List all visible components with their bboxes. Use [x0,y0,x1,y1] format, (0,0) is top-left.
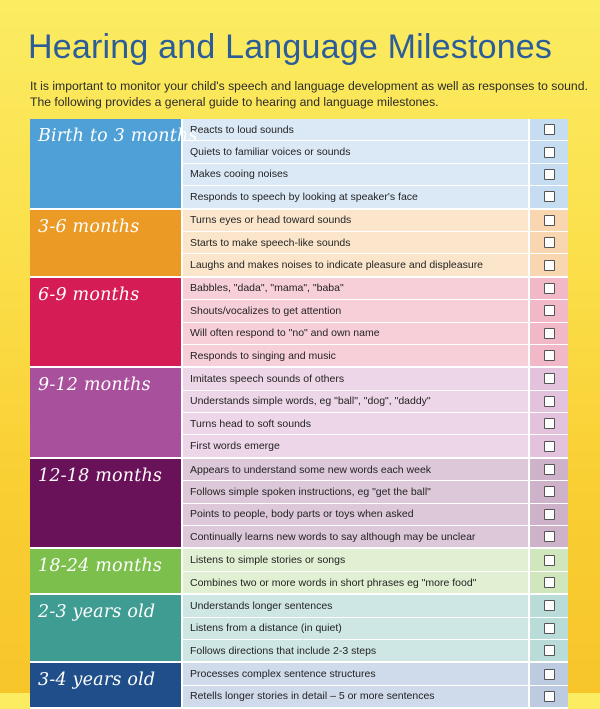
checkbox-cell [528,595,568,616]
checkbox-cell [528,119,568,140]
milestones-table [30,119,568,709]
checkbox-cell [528,481,568,502]
checkbox-cell [528,164,568,185]
milestone-row [183,323,568,345]
age-range-text: 3-6 months [38,216,140,237]
age-range-text: 2-3 years old [38,602,156,623]
milestone-checkbox[interactable] [544,577,555,588]
milestone-row [183,186,568,207]
milestone-row [183,504,568,526]
milestone-checkbox[interactable] [544,418,555,429]
milestone-checkbox[interactable] [544,509,555,520]
checkbox-cell [528,459,568,480]
age-range-label [30,595,183,661]
milestone-group [30,119,568,210]
milestone-group [30,459,568,550]
milestone-rows [183,459,568,548]
checkbox-cell [528,232,568,253]
milestone-text: Follows directions that include 2-3 steps [190,644,377,657]
milestone-checkbox[interactable] [544,283,555,294]
age-range-text: Birth to 3 months [38,126,198,146]
milestone-text: Babbles, "dada", "mama", "baba" [190,282,344,295]
milestone-checkbox[interactable] [544,215,555,226]
milestone-text: Makes cooing noises [190,168,289,181]
milestone-rows [183,549,568,593]
milestone-rows [183,368,568,457]
milestone-checkbox[interactable] [544,645,555,656]
milestone-checkbox[interactable] [544,464,555,475]
age-range-text: 6-9 months [38,284,140,305]
intro-text [30,78,590,110]
milestone-row [183,435,568,456]
age-range-label [30,549,183,593]
milestone-row [183,481,568,503]
age-range-text: 12-18 months [38,465,163,486]
milestone-row [183,595,568,617]
milestone-text: Listens to simple stories or songs [190,554,346,567]
milestone-text: Will often respond to "no" and own name [190,327,380,340]
milestone-rows [183,210,568,276]
checkbox-cell [528,618,568,639]
checkbox-cell [528,323,568,344]
milestone-row [183,254,568,275]
age-range-text: 3-4 years old [38,670,156,691]
milestone-rows [183,278,568,367]
milestone-text: Retells longer stories in detail – 5 or more sentences [190,690,435,703]
milestone-text: Quiets to familiar voices or sounds [190,146,351,159]
checkbox-cell [528,686,568,707]
milestone-rows [183,595,568,661]
milestone-checkbox[interactable] [544,555,555,566]
milestone-checkbox[interactable] [544,147,555,158]
milestone-checkbox[interactable] [544,669,555,680]
checkbox-cell [528,640,568,661]
milestone-row [183,526,568,547]
milestone-text: Points to people, body parts or toys when asked [190,508,414,521]
milestone-row [183,119,568,141]
checkbox-cell [528,210,568,231]
milestone-group [30,278,568,369]
milestone-checkbox[interactable] [544,373,555,384]
milestone-text: Turns head to soft sounds [190,417,312,430]
age-range-text: 9-12 months [38,375,151,396]
milestone-text: Continually learns new words to say although may be unclear [190,530,476,543]
milestone-group [30,210,568,278]
milestone-text: Follows simple spoken instructions, eg "get the ball" [190,485,431,498]
milestone-row [183,345,568,366]
checkbox-cell [528,663,568,684]
age-range-label [30,210,183,276]
milestone-row [183,549,568,571]
checkbox-cell [528,572,568,593]
milestone-text: Understands longer sentences [190,599,333,612]
milestone-checkbox[interactable] [544,531,555,542]
milestone-row [183,278,568,300]
milestone-text: Starts to make speech-like sounds [190,236,351,249]
milestone-text: Listens from a distance (in quiet) [190,622,342,635]
age-range-text: 18-24 months [38,556,163,577]
milestone-row [183,210,568,232]
milestone-text: First words emerge [190,440,280,453]
milestone-checkbox[interactable] [544,486,555,497]
milestone-row [183,572,568,593]
milestone-checkbox[interactable] [544,623,555,634]
milestone-checkbox[interactable] [544,600,555,611]
checkbox-cell [528,141,568,162]
checkbox-cell [528,300,568,321]
milestone-text: Responds to singing and music [190,349,336,362]
milestone-checkbox[interactable] [544,305,555,316]
age-range-label [30,119,198,208]
milestone-checkbox[interactable] [544,260,555,271]
checkbox-cell [528,391,568,412]
milestone-group [30,663,568,709]
milestone-row [183,300,568,322]
age-range-label [30,459,183,548]
milestone-checkbox[interactable] [544,396,555,407]
milestone-text: Turns eyes or head toward sounds [190,214,352,227]
intro-line-2: The following provides a general guide to hearing and language milestones. [30,95,439,109]
checkbox-cell [528,435,568,456]
milestone-rows [183,663,568,707]
milestone-text: Processes complex sentence structures [190,668,376,681]
milestone-text: Reacts to loud sounds [190,123,294,136]
milestone-text: Laughs and makes noises to indicate pleasure and displeasure [190,259,484,272]
milestone-row [183,164,568,186]
milestone-checkbox[interactable] [544,124,555,135]
milestone-text: Combines two or more words in short phrases eg "more food" [190,576,477,589]
checkbox-cell [528,413,568,434]
checkbox-cell [528,368,568,389]
milestone-row [183,232,568,254]
milestone-row [183,663,568,685]
milestone-text: Responds to speech by looking at speaker's face [190,190,418,203]
milestone-row [183,368,568,390]
milestone-text: Appears to understand some new words each week [190,463,432,476]
age-range-label [30,368,183,457]
milestone-checkbox[interactable] [544,328,555,339]
milestone-text: Imitates speech sounds of others [190,372,345,385]
age-range-label [30,278,183,367]
milestone-group [30,368,568,459]
milestone-row [183,640,568,661]
checkbox-cell [528,278,568,299]
milestone-text: Shouts/vocalizes to get attention [190,304,342,317]
milestone-row [183,391,568,413]
milestone-checkbox[interactable] [544,237,555,248]
milestone-row [183,141,568,163]
milestone-rows [183,119,568,208]
milestone-checkbox[interactable] [544,169,555,180]
milestone-row [183,686,568,707]
milestone-row [183,618,568,640]
milestone-group [30,595,568,663]
milestone-row [183,413,568,435]
milestone-group [30,549,568,595]
page-title: Hearing and Language Milestones [28,28,553,66]
checkbox-cell [528,526,568,547]
milestone-checkbox[interactable] [544,441,555,452]
milestone-checkbox[interactable] [544,350,555,361]
checkbox-cell [528,345,568,366]
milestone-checkbox[interactable] [544,191,555,202]
checkbox-cell [528,186,568,207]
checkbox-cell [528,549,568,570]
checkbox-cell [528,254,568,275]
checkbox-cell [528,504,568,525]
intro-line-1: It is important to monitor your child's speech and language development as well as responses to sound. [30,79,588,93]
milestone-text: Understands simple words, eg "ball", "dog", "daddy" [190,395,431,408]
age-range-label [30,663,183,707]
milestone-row [183,459,568,481]
